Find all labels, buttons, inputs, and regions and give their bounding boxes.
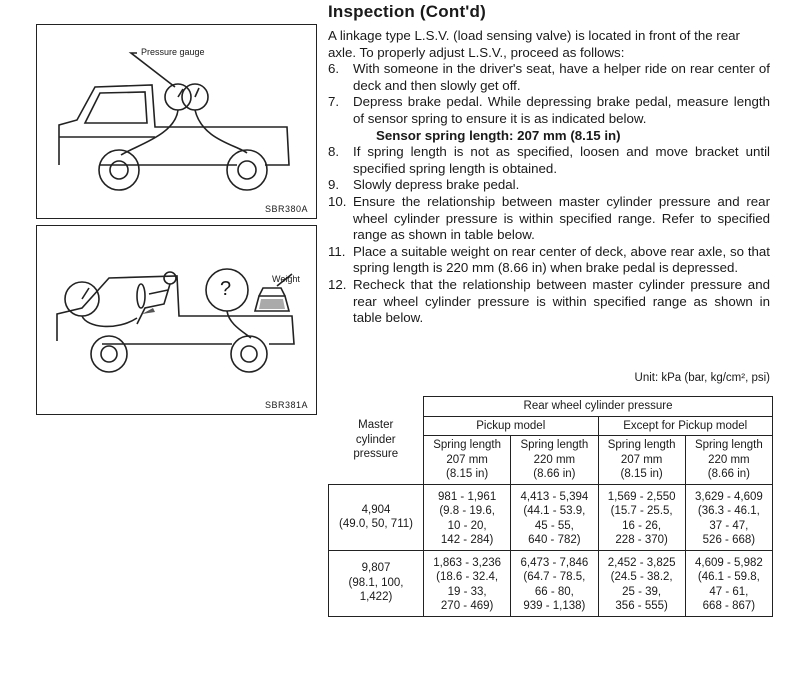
cell-line: Master bbox=[358, 419, 394, 432]
master-pressure-cell bbox=[329, 484, 424, 550]
cell-line: (49.0, 50, 711) bbox=[339, 518, 413, 530]
pressure-spec-table bbox=[328, 396, 773, 617]
step-number: 8. bbox=[328, 144, 340, 160]
cell-line: (8.15 in) bbox=[620, 468, 663, 480]
step-number: 10. bbox=[328, 193, 347, 209]
except-pickup-header: Except for Pickup model bbox=[598, 416, 773, 436]
figure-weight bbox=[36, 225, 317, 415]
pressure-gauge-label: Pressure gauge bbox=[141, 47, 205, 57]
cell-line: 9,807 bbox=[361, 562, 391, 575]
step-text: Ensure the relationship between master cylinder pressure and rear wheel cylinder pressure is within specified range. Refer to specified range as shown in table below. bbox=[353, 193, 770, 243]
step-number: 12. bbox=[328, 276, 347, 292]
cell-line: (44.1 - 53.9, bbox=[523, 505, 586, 517]
cell-line: (15.7 - 25.5, bbox=[610, 505, 673, 517]
cell-line: (8.66 in) bbox=[533, 468, 576, 480]
cell-line: 1,569 - 2,550 bbox=[607, 490, 676, 503]
step-text: Recheck that the relationship between master cylinder pressure and rear wheel cylinder pressure is within specified range as shown in table below. bbox=[353, 276, 770, 326]
cell-line: 4,904 bbox=[361, 503, 391, 516]
step-number: 6. bbox=[328, 61, 340, 77]
cell-line: 25 - 39, bbox=[622, 585, 662, 598]
truck-weight-illustration bbox=[37, 226, 316, 414]
cell-line: (9.8 - 19.6, bbox=[439, 505, 495, 517]
cell-line: 142 - 284) bbox=[440, 534, 494, 546]
cell-line: (64.7 - 78.5, bbox=[523, 571, 586, 583]
cell-line: 207 mm bbox=[620, 453, 663, 466]
rear-pressure-cell bbox=[511, 550, 598, 616]
step-text: Place a suitable weight on rear center of deck, above rear axle, so that spring length is 220 mm (8.66 in) when brake pedal is depressed. bbox=[353, 243, 770, 276]
cell-line: 981 - 1,961 bbox=[438, 490, 497, 503]
cell-line: 356 - 555) bbox=[615, 600, 668, 612]
intro-paragraph: A linkage type L.S.V. (load sensing valve) is located in front of the rear axle. To properly adjust L.S.V., proceed as follows: bbox=[328, 28, 740, 60]
cell-line: 4,413 - 5,394 bbox=[520, 490, 589, 503]
spring-length-header bbox=[424, 436, 511, 485]
cell-line: 47 - 61, bbox=[709, 585, 749, 598]
step-item bbox=[328, 94, 770, 127]
cell-line: Spring length bbox=[694, 439, 763, 451]
pickup-header: Pickup model bbox=[424, 416, 599, 436]
cell-line: 939 - 1,138) bbox=[523, 600, 586, 612]
spring-length-header bbox=[511, 436, 598, 485]
rear-pressure-cell bbox=[424, 484, 511, 550]
cell-line: 37 - 47, bbox=[709, 519, 749, 532]
rear-pressure-cell bbox=[685, 484, 772, 550]
cell-line: 270 - 469) bbox=[440, 600, 494, 612]
cell-line: 526 - 668) bbox=[702, 534, 756, 546]
cell-line: 4,609 - 5,982 bbox=[694, 556, 763, 569]
master-header bbox=[329, 397, 424, 485]
weight-label: Weight bbox=[272, 274, 300, 284]
cell-line: (18.6 - 32.4, bbox=[436, 571, 499, 583]
section-title: Inspection (Cont'd) bbox=[328, 2, 486, 21]
table-row bbox=[329, 550, 773, 616]
cell-line: 10 - 20, bbox=[447, 519, 487, 532]
table-row bbox=[329, 484, 773, 550]
rear-pressure-cell bbox=[598, 484, 685, 550]
step-item bbox=[328, 277, 770, 327]
step-item bbox=[328, 194, 770, 244]
cell-line: (8.15 in) bbox=[446, 468, 489, 480]
step-text: If spring length is not as specified, loosen and move bracket until specified spring length is obtained. bbox=[353, 144, 770, 176]
cell-line: 228 - 370) bbox=[615, 534, 668, 546]
cell-line: 207 mm bbox=[446, 453, 488, 466]
spring-length-header bbox=[598, 436, 685, 485]
rear-pressure-cell bbox=[685, 550, 772, 616]
cell-line: cylinder bbox=[355, 433, 396, 446]
cell-line: 220 mm bbox=[708, 453, 750, 466]
step-text: Depress brake pedal. While depressing brake pedal, measure length of sensor spring to ensure it is as indicated below. bbox=[353, 94, 770, 126]
cell-line: Spring length bbox=[433, 439, 502, 451]
step-text: With someone in the driver's seat, have a helper ride on rear center of deck and then slowly get off. bbox=[353, 61, 770, 93]
cell-line: (24.5 - 38.2, bbox=[610, 571, 673, 583]
cell-line: 220 mm bbox=[533, 453, 576, 466]
cell-line: 640 - 782) bbox=[528, 534, 581, 546]
step-number: 11. bbox=[328, 243, 346, 259]
cell-line: Spring length bbox=[520, 439, 589, 451]
spec-line: Sensor spring length: 207 mm (8.15 in) bbox=[376, 127, 621, 143]
rear-header: Rear wheel cylinder pressure bbox=[424, 397, 773, 417]
cell-line: 668 - 867) bbox=[702, 600, 756, 612]
cell-line: (46.1 - 59.8, bbox=[697, 571, 760, 583]
cell-line: Spring length bbox=[607, 439, 676, 451]
cell-line: 66 - 80, bbox=[534, 585, 574, 598]
cell-line: (8.66 in) bbox=[707, 468, 750, 480]
cell-line: 45 - 55, bbox=[534, 519, 574, 532]
instructions bbox=[328, 28, 770, 327]
rear-pressure-cell bbox=[511, 484, 598, 550]
master-pressure-cell bbox=[329, 550, 424, 616]
figure-code: SBR381A bbox=[264, 400, 308, 410]
step-number: 9. bbox=[328, 177, 340, 193]
cell-line: 3,629 - 4,609 bbox=[694, 490, 763, 503]
step-item bbox=[328, 177, 770, 194]
step-item bbox=[328, 144, 770, 177]
cell-line: (36.3 - 46.1, bbox=[697, 505, 760, 517]
rear-pressure-cell bbox=[424, 550, 511, 616]
rear-pressure-cell bbox=[598, 550, 685, 616]
cell-line: (98.1, 100, bbox=[348, 576, 404, 589]
unit-note: Unit: kPa (bar, kg/cm², psi) bbox=[634, 372, 770, 384]
step-item bbox=[328, 61, 770, 94]
cell-line: 16 - 26, bbox=[622, 519, 662, 532]
steps-list-a bbox=[328, 61, 770, 127]
cell-line: 1,863 - 3,236 bbox=[433, 556, 502, 569]
cell-line: 6,473 - 7,846 bbox=[520, 556, 589, 569]
steps-list-b bbox=[328, 144, 770, 327]
cell-line: 1,422) bbox=[359, 591, 393, 604]
cell-line: 2,452 - 3,825 bbox=[607, 556, 676, 569]
spring-length-header bbox=[685, 436, 772, 485]
cell-line: 19 - 33, bbox=[447, 585, 487, 598]
step-number: 7. bbox=[328, 94, 340, 110]
cell-line: pressure bbox=[353, 448, 399, 461]
figure-code: SBR380A bbox=[264, 204, 308, 214]
question-mark-symbol: ? bbox=[220, 278, 232, 300]
step-text: Slowly depress brake pedal. bbox=[353, 177, 520, 193]
step-item bbox=[328, 244, 770, 277]
figure-pressure-gauge bbox=[36, 24, 317, 219]
